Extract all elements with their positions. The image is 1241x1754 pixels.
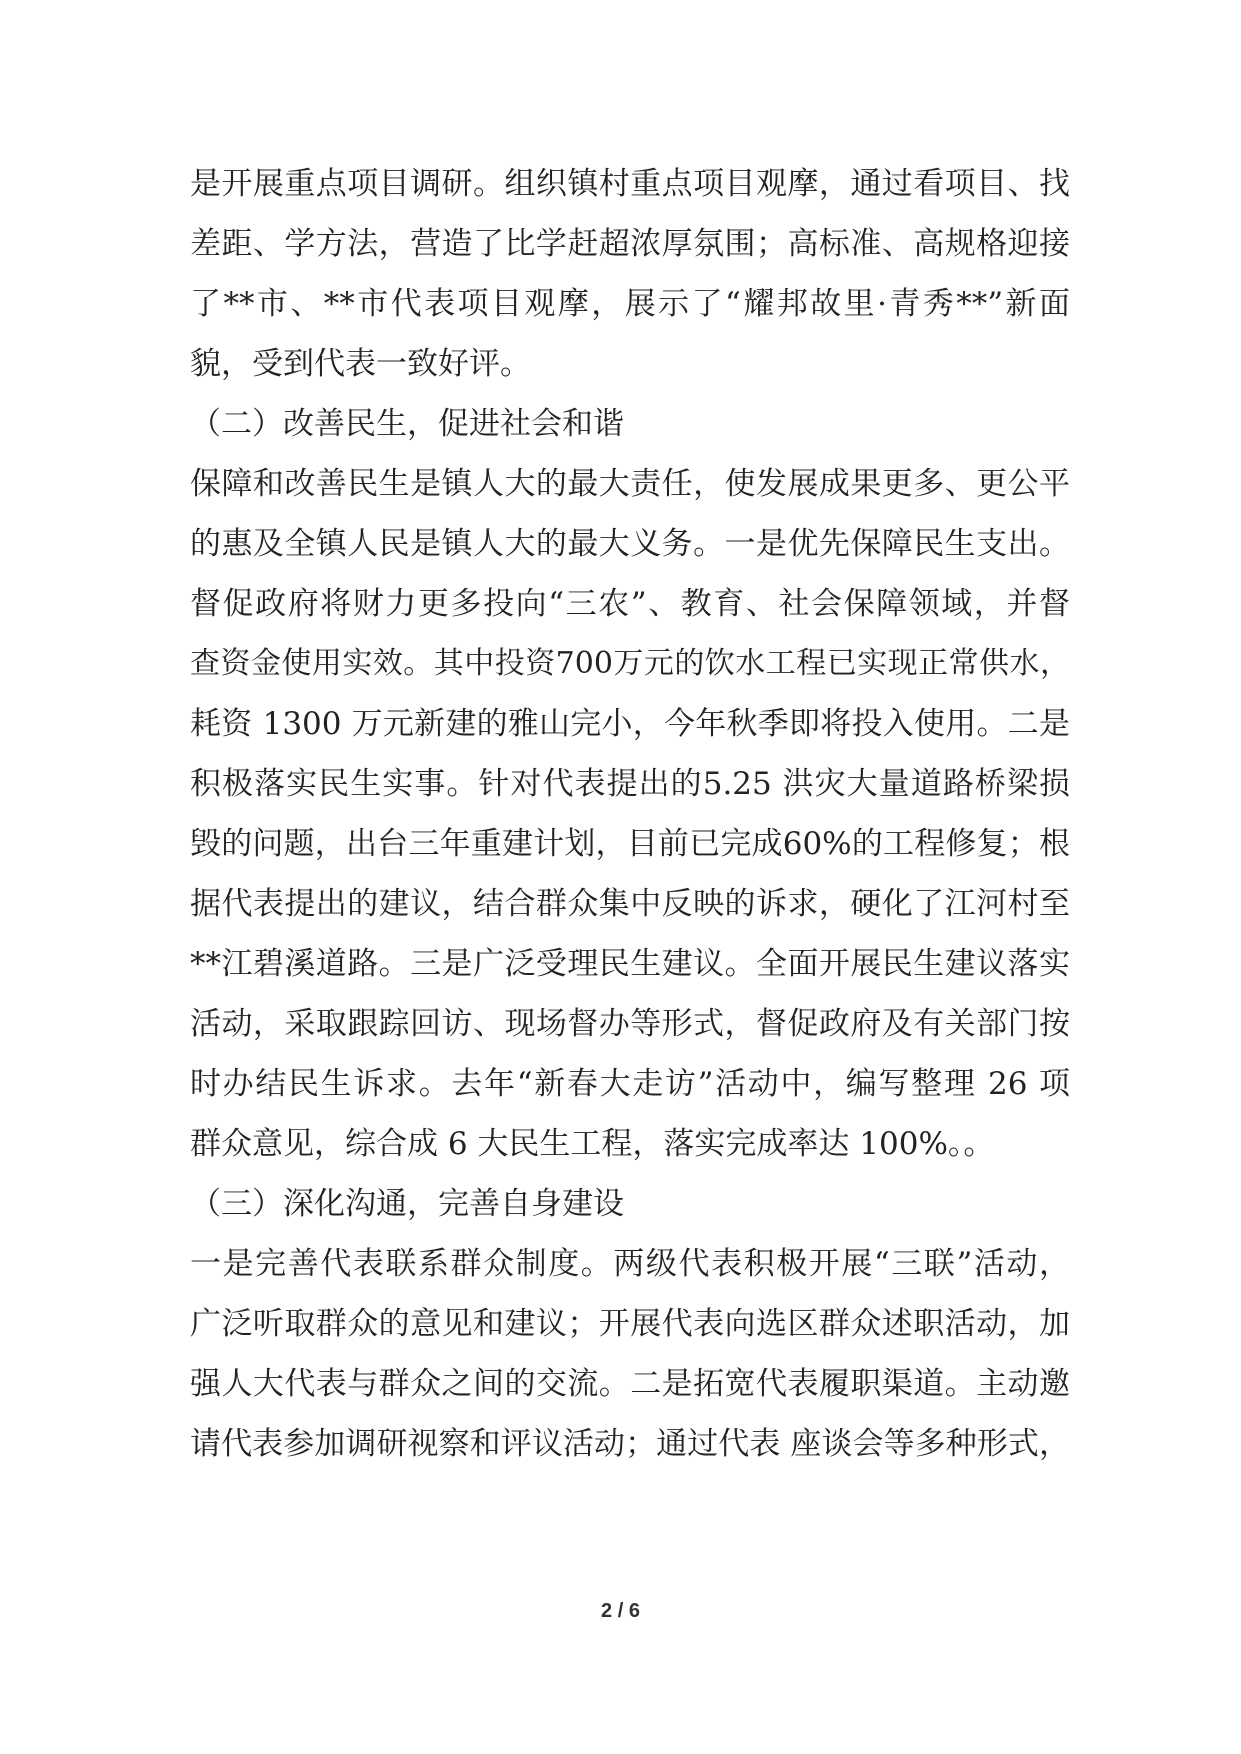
paragraph-line: 毁的问题，出台三年重建计划，目前已完成60%的工程修复；根 (190, 826, 1070, 862)
paragraph-line: 活动，采取跟踪回访、现场督办等形式，督促政府及有关部门按 (190, 1006, 1070, 1042)
paragraph-line: 查资金使用实效。其中投资700万元的饮水工程已实现正常供水， (190, 646, 1070, 681)
paragraph-line: 了**市、**市代表项目观摩，展示了“耀邦故里·青秀**”新面 (190, 286, 1070, 322)
paragraph-line: 据代表提出的建议，结合群众集中反映的诉求，硬化了江河村至 (190, 886, 1070, 922)
paragraph-line: 保障和改善民生是镇人大的最大责任，使发展成果更多、更公平 (190, 466, 1070, 502)
paragraph-line: 一是完善代表联系群众制度。两级代表积极开展“三联”活动， (190, 1246, 1070, 1282)
paragraph-line: 群众意见，综合成 6 大民生工程，落实完成率达 100%。。 (190, 1126, 995, 1162)
section-heading: （二）改善民生，促进社会和谐 (190, 406, 624, 442)
paragraph-line: 请代表参加调研视察和评议活动；通过代表 座谈会等多种形式， (190, 1426, 1070, 1462)
document-body (190, 154, 1070, 1474)
paragraph-line: 差距、学方法，营造了比学赶超浓厚氛围；高标准、高规格迎接 (190, 226, 1070, 262)
paragraph-line: 广泛听取群众的意见和建议；开展代表向选区群众述职活动，加 (190, 1306, 1070, 1342)
paragraph-line: 时办结民生诉求。去年“新春大走访”活动中，编写整理 26 项 (190, 1066, 1070, 1102)
paragraph-line: 积极落实民生实事。针对代表提出的5.25 洪灾大量道路桥梁损 (190, 766, 1070, 802)
paragraph-line: 貌，受到代表一致好评。 (190, 346, 531, 382)
paragraph-line: 耗资 1300 万元新建的雅山完小，今年秋季即将投入使用。二是 (190, 706, 1070, 742)
paragraph-line: **江碧溪道路。三是广泛受理民生建议。全面开展民生建议落实 (190, 946, 1070, 982)
paragraph-line: 是开展重点项目调研。组织镇村重点项目观摩，通过看项目、找 (190, 166, 1070, 202)
paragraph-line: 强人大代表与群众之间的交流。二是拓宽代表履职渠道。主动邀 (190, 1366, 1070, 1402)
section-heading: （三）深化沟通，完善自身建设 (190, 1186, 624, 1222)
paragraph-line: 的惠及全镇人民是镇人大的最大义务。一是优先保障民生支出。 (190, 526, 1070, 562)
page-number: 2 / 6 (601, 1600, 640, 1622)
paragraph-line: 督促政府将财力更多投向“三农”、教育、社会保障领域，并督 (190, 586, 1070, 622)
